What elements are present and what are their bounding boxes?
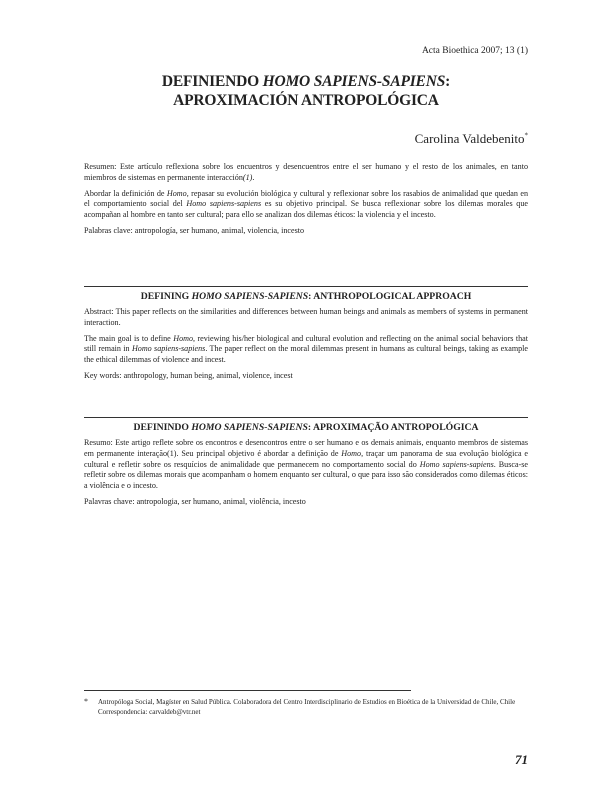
- author-footnote: [84, 697, 528, 717]
- title-line-2: APROXIMACIÓN ANTROPOLÓGICA: [173, 92, 439, 109]
- footnote-correspondence: Correspondencia: carvaldeb@vtr.net: [98, 708, 201, 716]
- resumen-paragraph: Resumen: Este artículo reflexiona sobre los encuentros y desencuentros entre el ser humano y el resto de los animales, en tanto miembros de sistemas en permanente interacción(1).: [84, 162, 528, 182]
- english-heading: DEFINING HOMO SAPIENS-SAPIENS: ANTHROPOLOGICAL APPROACH: [140, 291, 472, 302]
- divider-english: [84, 286, 528, 287]
- divider-portuguese: [84, 417, 528, 418]
- keywords-es: Palabras clave: antropología, ser humano, animal, violencia, incesto: [84, 225, 305, 235]
- footnote-affiliation: Antropóloga Social, Magíster en Salud Pública. Colaboradora del Centro Interdisciplinario de Estudios en Bioética de la Universidad de Chile, Chile: [98, 698, 516, 706]
- keywords-pt: Palavras chave: antropologia, ser humano, animal, violência, incesto: [84, 496, 306, 506]
- goal-paragraph: The main goal is to define Homo, reviewing his/her biological and cultural evolution and reflecting on the animal social behaviors that still remain in Homo sapiens-sapiens. The paper reflect on the moral dilemmas present in humans as cultural beings, taking as example the ethical dilemmas of violence and incest.: [84, 333, 529, 365]
- journal-citation: Acta Bioethica 2007; 13 (1): [421, 46, 528, 56]
- article-title: [84, 72, 528, 110]
- english-abstract: [84, 307, 528, 387]
- spanish-abstract: [84, 162, 528, 242]
- footnote-mark: *: [84, 697, 88, 706]
- title-line-1: DEFINIENDO HOMO SAPIENS-SAPIENS:: [161, 73, 451, 90]
- keywords-en: Key words: anthropology, human being, animal, violence, incest: [84, 370, 293, 380]
- portuguese-heading: DEFININDO HOMO SAPIENS-SAPIENS: APROXIMAÇÃO ANTROPOLÓGICA: [133, 422, 479, 433]
- resumo-paragraph: Resumo: Este artigo reflete sobre os encontros e desencontros entre o ser humano e os demais animais, enquanto membros de sistemas em permanente interação(1). Seu principal objetivo é abordar a definição de Homo, traçar um panorama de sua evolução biológica e cultural e refletir sobre os resquícios de animalidade que permanecem no comportamento social do Homo sapiens-sapiens. Busca-se refletir sobre os dilemas morais que acompanham o homem enquanto ser cultural, o que para isso são considerados como dilemas éticos: a violência e o incesto.: [84, 438, 528, 491]
- author-name: Carolina Valdebenito*: [414, 131, 528, 146]
- footnote-rule: [84, 690, 411, 691]
- page-number: 71: [515, 752, 528, 767]
- abstract-paragraph: Abstract: This paper reflects on the similarities and differences between human beings and animals as members of systems in permanent interaction.: [84, 307, 528, 327]
- objective-paragraph: Abordar la definición de Homo, repasar su evolución biológica y cultural y reflexionar sobre los rasabios de animalidad que quedan en el comportamiento social del Homo sapiens-sapiens es su objetivo principal. Se busca reflexionar sobre los dilemas morales que acompañan al hombre en tanto ser cultural; para ello se analizan dos dilemas éticos: la violencia y el incesto.: [84, 188, 528, 220]
- portuguese-abstract: [84, 438, 528, 513]
